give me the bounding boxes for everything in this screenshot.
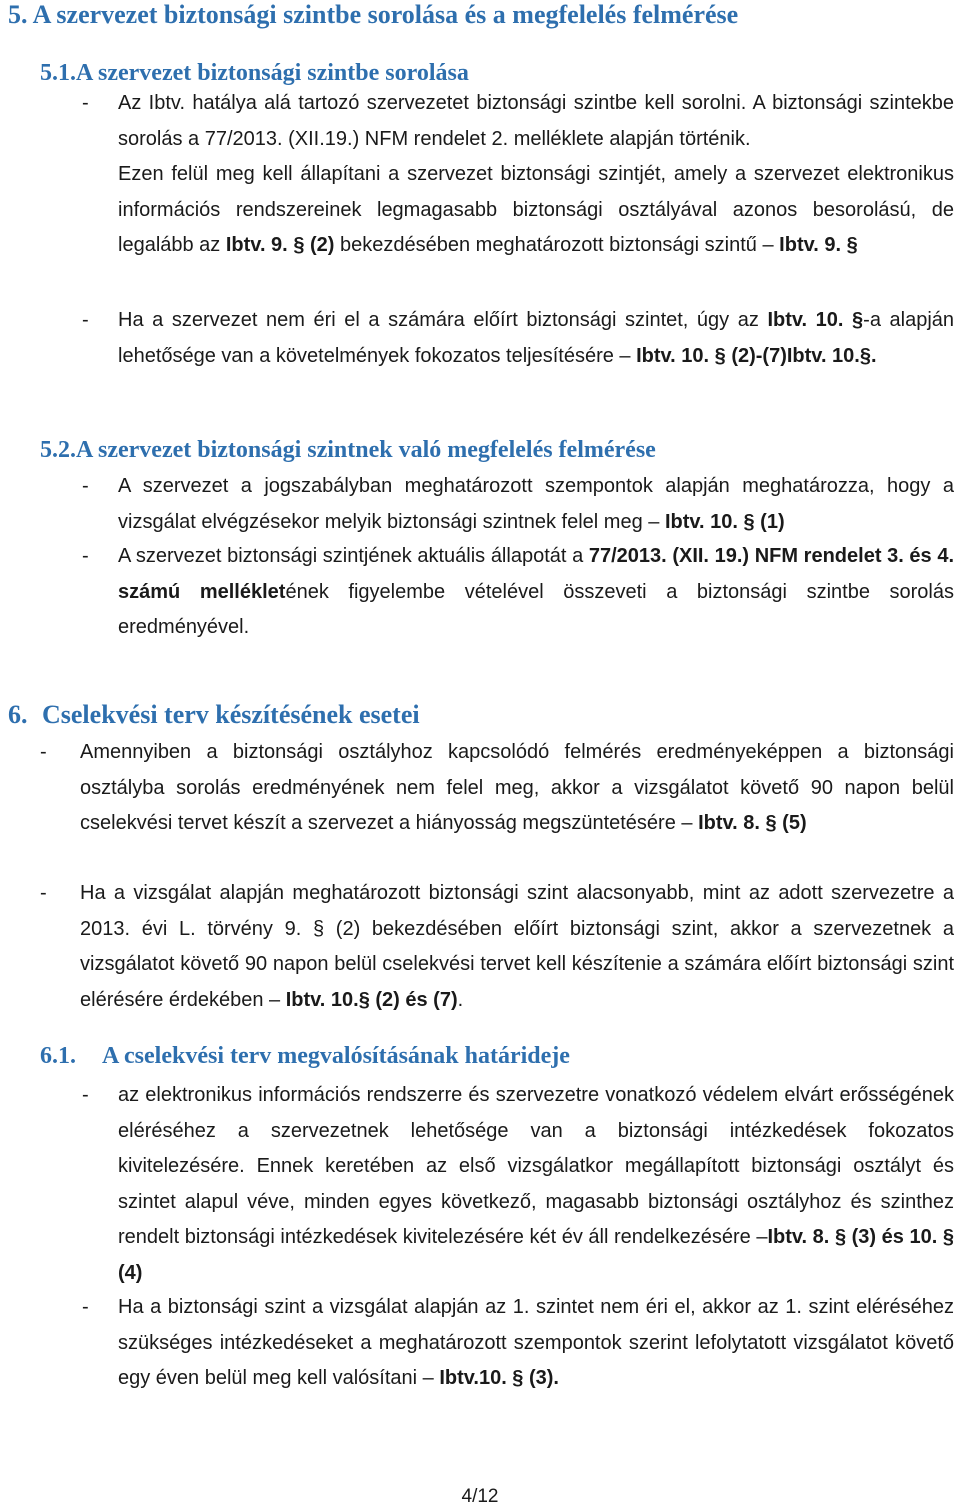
- bullet-dash: -: [82, 545, 89, 567]
- bullet-item: [82, 1290, 954, 1397]
- bullet-dash: -: [82, 92, 89, 114]
- paragraph: [118, 539, 954, 646]
- section-5-1-heading: [40, 58, 469, 88]
- bullet-item: [82, 469, 954, 540]
- text-run: .: [457, 988, 464, 1011]
- bullet-item: [40, 735, 954, 842]
- bullet-item: [40, 876, 954, 1018]
- bullet-dash: -: [40, 882, 47, 904]
- law-reference: Ibtv. 8. § (5): [698, 812, 807, 834]
- section-number: 6.1.: [40, 1043, 76, 1069]
- text-run: Ha a biztonsági szint a vizsgálat alapján az 1. szintet nem éri el, akkor az 1. szint eléréséhez szükséges intézkedéseket a meghatározott szempontok szerint lefolytatott vizsgálatot követő egy éven belül meg kell valósítani –: [118, 1296, 954, 1389]
- bullet-dash: -: [82, 475, 89, 497]
- section-6-heading: [8, 700, 420, 730]
- page-number: 4/12: [461, 1486, 499, 1507]
- law-reference: Ibtv. 9. §: [779, 234, 858, 256]
- text-run: A szervezet biztonsági szintjének aktuális állapotát a: [118, 545, 589, 567]
- text-run: -a alapján lehetősége van a követelmények fokozatos teljesítésére –: [118, 309, 955, 367]
- text-run: Ha a vizsgálat alapján meghatározott biztonsági szint alacsonyabb, mint az adott szervezetre a 2013. évi L. törvény 9. § (2) bekezdésében előírt biztonsági szint, akkor a szervezetnek a vizsgálatot követő 90 napon belül cselekvési tervet kell készítenie a számára előírt biztonsági szint elérésére érdekében –: [80, 882, 954, 1011]
- paragraph: [118, 303, 954, 374]
- law-reference: Ibtv. 10. § (1): [664, 510, 785, 533]
- bullet-dash: -: [82, 1296, 89, 1318]
- bullet-item: [82, 539, 955, 646]
- paragraph: [118, 1078, 954, 1291]
- paragraph: [80, 735, 954, 842]
- text-run: Amennyiben a biztonsági osztályhoz kapcsolódó felmérés eredményeképpen a biztonsági osztályba sorolás eredményének nem felel meg, akkor a vizsgálatot követő 90 napon belül cselekvési tervet készít a szervezet a hiányosság megszüntetésére –: [80, 741, 954, 834]
- paragraph: [118, 1290, 954, 1397]
- law-reference: 77/2013. (XII. 19.) NFM rendelet 3. és 4.: [588, 545, 955, 567]
- paragraph: [118, 157, 954, 264]
- text-run: ének figyelembe vételével összeveti a biztonsági szintbe sorolás eredményével.: [118, 580, 954, 638]
- text-run: az elektronikus információs rendszerre és szervezetre vonatkozó védelem elvárt erősségének eléréséhez a szervezetnek lehetősége van a biztonsági intézkedések fokozatos kivitelezésére. Ennek keretében az első vizsgálatkor megállapított biztonsági osztályt és szintet alapul véve, minden egyes következő, magasabb biztonsági osztályhoz és szinthez rendelt biztonsági intézkedések kivitelezésére két év áll rendelkezésére –: [118, 1084, 954, 1248]
- law-reference: Ibtv. 9.: [225, 234, 288, 256]
- bullet-item: [82, 86, 954, 264]
- law-reference: § (2): [293, 234, 335, 256]
- text-run: Ha a szervezet nem éri el a számára előírt biztonsági szintet, úgy az: [118, 309, 768, 331]
- bullet-item: [82, 1078, 955, 1291]
- section-number: 5.2.: [40, 437, 76, 463]
- bullet-dash: -: [82, 309, 89, 331]
- law-reference: Ibtv.10. § (3).: [439, 1367, 559, 1389]
- section-title: A szervezet biztonsági szintnek való megfelelés felmérése: [76, 437, 656, 463]
- section-title: A szervezet biztonsági szintbe sorolása: [76, 60, 469, 86]
- text-run: A szervezet a jogszabályban meghatározott szempontok alapján meghatározza, hogy a vizsgálat elvégzésekor melyik biztonsági szintnek felel meg –: [118, 475, 954, 533]
- section-title: A cselekvési terv megvalósításának határideje: [102, 1043, 570, 1069]
- bullet-item: [82, 303, 955, 374]
- bullet-dash: -: [40, 741, 47, 763]
- section-number: 5.1.: [40, 60, 76, 86]
- bullet-dash: -: [82, 1084, 89, 1106]
- law-reference: Ibtv. 10. § (2)-(7)Ibtv. 10.§.: [636, 344, 877, 367]
- section-5-2-heading: [40, 435, 656, 465]
- section-title: Cselekvési terv készítésének esetei: [42, 700, 420, 729]
- text-run: Ezen felül meg kell állapítani a szervezet biztonsági szintjét, amely a szervezet elektronikus információs rendszereinek legmagasabb biztonsági osztályával azonos besorolású, de legalább az: [118, 163, 954, 256]
- law-reference: Ibtv. 10. §: [767, 309, 864, 331]
- law-reference: Ibtv. 8. § (3) és 10. § (4): [118, 1226, 955, 1284]
- section-6-1-heading: [40, 1041, 570, 1071]
- section-5-heading: 5. A szervezet biztonsági szintbe sorolása és a megfelelés felmérése: [8, 0, 739, 29]
- paragraph: Az Ibtv. hatálya alá tartozó szervezetet biztonsági szintbe kell sorolni. A biztonsági szintekbe sorolás a 77/2013. (XII.19.) NFM rendelet 2. melléklete alapján történik.: [118, 92, 954, 150]
- paragraph: [80, 876, 954, 1018]
- law-reference: Ibtv. 10.§ (2) és (7): [285, 988, 458, 1011]
- text-run: bekezdésében meghatározott biztonsági szintű –: [334, 234, 780, 256]
- paragraph: [118, 469, 954, 540]
- law-reference: számú melléklet: [118, 580, 286, 603]
- section-number: 6.: [8, 700, 28, 729]
